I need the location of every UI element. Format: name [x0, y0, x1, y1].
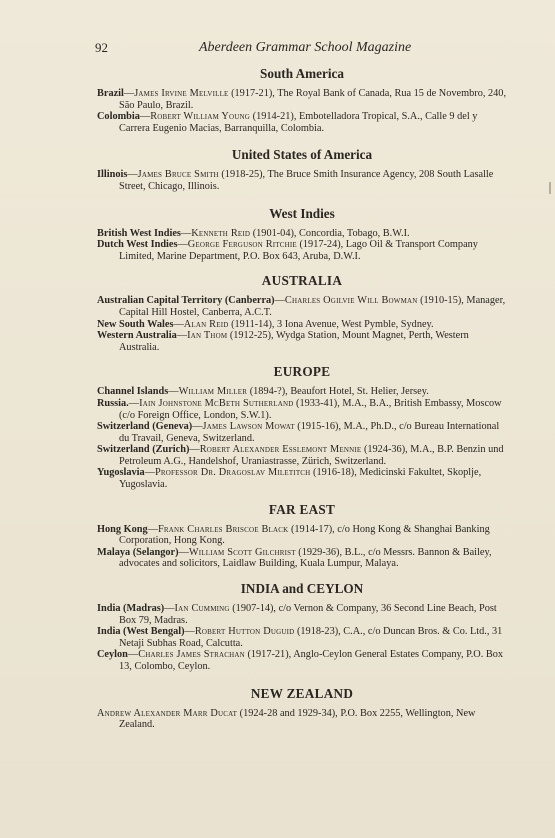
entry-details: (1910-15), Manager, Capital Hill Hostel, Canberra, A.C.T. [119, 295, 506, 318]
list-item: Switzerland (Zurich)—Robert Alexander Esslemont Mennie (1924-36), M.A., B.P. Benzin und Petroleum A.G., Handelshof, Uraniastrasse, Zürich, Switzerland. [97, 444, 504, 467]
entry-details: (1917-21), Anglo-Ceylon General Estates Company, P.O. Box 13, Colombo, Ceylon. [119, 649, 504, 672]
list-item: Western Australia—Ian Thom (1912-25), Wydga Station, Mount Magnet, Perth, Western Australia. [97, 330, 469, 353]
section-far-east [97, 502, 507, 570]
section-heading: NEW ZEALAND [250, 685, 354, 701]
entry-details: (1917-24), Lago Oil & Transport Company Limited, Marine Department, P.O. Box 643, Aruba, D.W.I. [119, 239, 478, 262]
entry-name: Charles Ogilvie Will Bowman [284, 295, 418, 307]
entry-details: (1933-41), M.A., B.A., British Embassy, Moscow (c/o Foreign Office, London, S.W.1). [119, 397, 502, 421]
entry-details: (1894-?), Beaufort Hotel, St. Helier, Jersey. [247, 386, 429, 398]
list-item: Australian Capital Territory (Canberra)—Charles Ogilvie Will Bowman (1910-15), Manager, Capital Hill Hostel, Canberra, A.C.T. [97, 295, 506, 318]
list-item: New South Wales—Alan Reid (1911-14), 3 Iona Avenue, West Pymble, Sydney. [97, 318, 434, 330]
page-number: 92 [95, 40, 108, 55]
entry-place: Yugoslavia [97, 467, 145, 479]
entry-details: (1915-16), M.A., Ph.D., c/o Bureau International du Travail, Geneva, Switzerland. [119, 421, 500, 444]
entry-name: Andrew Alexander Marr Ducat [97, 707, 238, 719]
entry-place: Switzerland (Zurich) [97, 444, 190, 456]
entry-place: India (Madras) [97, 603, 165, 615]
entry-details: (1907-14), c/o Vernon & Company, 36 Second Line Beach, Post Box 79, Madras. [119, 603, 497, 626]
section-south-america [97, 66, 507, 134]
section-usa [97, 147, 507, 192]
entry-place: Channel Islands [97, 386, 169, 398]
entry-name: William Scott Gilchrist [188, 546, 296, 558]
entry-place: Brazil [97, 88, 124, 99]
entry-details: (1901-04), Concordia, Tobago, B.W.I. [250, 227, 410, 239]
section-heading: United States of America [231, 147, 373, 163]
entry-name: Kenneth Reid [191, 227, 251, 239]
entry-details: (1924-28 and 1929-34), P.O. Box 2255, Wellington, New Zealand. [119, 707, 476, 731]
list-item: Russia.—Iain Johnstone McBeth Sutherland (1933-41), M.A., B.A., British Embassy, Moscow (c/o Foreign Office, London, S.W.1). [97, 397, 502, 421]
entry-details: (1918-23), C.A., c/o Duncan Bros. & Co. Ltd., 31 Netaji Subhas Road, Calcutta. [119, 626, 503, 649]
entry-place: Russia. [97, 397, 129, 409]
entry-place: Ceylon [97, 649, 128, 661]
list-item [97, 708, 507, 731]
entry-list [97, 228, 507, 263]
entry-name: George Ferguson Ritchie [187, 239, 297, 251]
entry-place: Illinois [97, 169, 128, 181]
list-item: Malaya (Selangor)—William Scott Gilchrist (1929-36), B.L., c/o Messrs. Bannon & Bailey, advocates and solicitors, Laidlaw Building, Kuala Lumpur, Malaya. [97, 546, 492, 570]
section-west-indies [97, 206, 507, 263]
entry-place: Colombia [97, 111, 140, 123]
entry-place: British West Indies [97, 227, 181, 239]
entry-details: (1914-21), Embotelladora Tropical, S.A., Calle 9 del y Carrera Eugenio Macias, Barranquilla, Colombia. [119, 111, 478, 134]
directory-body [97, 66, 507, 731]
entry-place: Australian Capital Territory (Canberra) [97, 295, 275, 307]
section-india-ceylon [97, 581, 507, 673]
page-header [95, 40, 505, 58]
section-europe [97, 364, 507, 490]
entry-list [97, 169, 507, 192]
entry-name: William Miller [178, 386, 248, 398]
entry-name: Iain Johnstone McBeth Sutherland [139, 397, 294, 409]
entry-place: India (West Bengal) [97, 626, 185, 638]
entry-place: Switzerland (Geneva) [97, 421, 193, 433]
entry-list [97, 386, 507, 490]
entry-name: Ian Cumming [174, 603, 230, 615]
list-item: India (Madras)—Ian Cumming (1907-14), c/o Vernon & Company, 36 Second Line Beach, Post Box 79, Madras. [97, 603, 497, 626]
section-heading: West Indies [269, 205, 335, 221]
list-item: Switzerland (Geneva)—James Lawson Mowat (1915-16), M.A., Ph.D., c/o Bureau International du Travail, Geneva, Switzerland. [97, 421, 500, 444]
entry-name: Frank Charles Briscoe Black [157, 523, 289, 535]
entry-name: Robert William Young [150, 111, 251, 123]
entry-place: Malaya (Selangor) [97, 546, 179, 558]
entry-details: (1924-36), M.A., B.P. Benzin und Petroleum A.G., Handelshof, Uraniastrasse, Zürich, Switzerland. [119, 444, 504, 467]
running-title: Aberdeen Grammar School Magazine [199, 40, 412, 55]
margin-mark [549, 182, 551, 194]
section-heading: South America [260, 66, 344, 81]
entry-list [97, 524, 507, 570]
entry-details: (1916-18), Medicinski Fakultet, Skoplje, Yugoslavia. [119, 467, 482, 491]
section-heading: AUSTRALIA [261, 273, 343, 289]
entry-name: Charles James Strachan [138, 649, 245, 661]
section-heading: EUROPE [273, 364, 331, 380]
entry-name: James Lawson Mowat [202, 421, 295, 433]
entry-place: Hong Kong [97, 523, 148, 535]
entry-details: (1911-14), 3 Iona Avenue, West Pymble, Sydney. [228, 318, 434, 330]
entry-list [97, 88, 507, 134]
list-item: Yugoslavia—Professor Dr. Dragoslav Miletitch (1916-18), Medicinski Fakultet, Skoplje, Yugoslavia. [97, 467, 482, 491]
list-item: Dutch West Indies—George Ferguson Ritchie (1917-24), Lago Oil & Transport Company Limited, Marine Department, P.O. Box 643, Aruba, D.W.I. [97, 239, 478, 262]
section-heading: FAR EAST [268, 501, 336, 517]
entry-details: (1917-21), The Royal Bank of Canada, Rua 15 de Novembro, 240, São Paulo, Brazil. [119, 88, 507, 111]
list-item: British West Indies—Kenneth Reid (1901-04), Concordia, Tobago, B.W.I. [97, 227, 410, 239]
list-item: Brazil—James Irvine Melville (1917-21), The Royal Bank of Canada, Rua 15 de Novembro, 240, São Paulo, Brazil. [97, 88, 507, 111]
list-item: Ceylon—Charles James Strachan (1917-21), Anglo-Ceylon General Estates Company, P.O. Box 13, Colombo, Ceylon. [97, 649, 504, 672]
list-item: Channel Islands—William Miller (1894-?), Beaufort Hotel, St. Helier, Jersey. [97, 386, 429, 398]
entry-name: Professor Dr. Dragoslav Miletitch [155, 467, 311, 479]
entry-list [97, 603, 507, 673]
entry-name: James Bruce Smith [137, 169, 219, 181]
list-item: Hong Kong—Frank Charles Briscoe Black (1914-17), c/o Hong Kong & Shanghai Banking Corporation, Hong Kong. [97, 523, 490, 547]
entry-name: Ian Thom [187, 330, 228, 342]
entry-place: Dutch West Indies [97, 239, 178, 251]
entry-place: Western Australia [97, 330, 177, 342]
entry-name: James Irvine Melville [134, 88, 229, 99]
entry-place: New South Wales [97, 318, 174, 330]
entry-details: (1914-17), c/o Hong Kong & Shanghai Banking Corporation, Hong Kong. [119, 523, 490, 547]
entry-name: Robert Hutton Duguid [194, 626, 295, 638]
entry-details: (1918-25), The Bruce Smith Insurance Agency, 208 South Lasalle Street, Chicago, Illinois. [119, 169, 494, 192]
list-item: India (West Bengal)—Robert Hutton Duguid (1918-23), C.A., c/o Duncan Bros. & Co. Ltd., 31 Netaji Subhas Road, Calcutta. [97, 626, 503, 649]
entry-details: (1912-25), Wydga Station, Mount Magnet, Perth, Western Australia. [119, 330, 469, 353]
entry-name: Robert Alexander Esslemont Mennie [199, 444, 362, 456]
section-new-zealand [97, 686, 507, 731]
section-australia [97, 273, 507, 353]
section-heading: INDIA and CEYLON [240, 581, 364, 597]
entry-details: (1929-36), B.L., c/o Messrs. Bannon & Bailey, advocates and solicitors, Laidlaw Building, Kuala Lumpur, Malaya. [119, 546, 492, 570]
entry-list [97, 295, 507, 353]
entry-name: Alan Reid [183, 318, 229, 330]
list-item: Illinois—James Bruce Smith (1918-25), The Bruce Smith Insurance Agency, 208 South Lasalle Street, Chicago, Illinois. [97, 169, 494, 192]
entry-list [97, 708, 507, 731]
list-item: Colombia—Robert William Young (1914-21), Embotelladora Tropical, S.A., Calle 9 del y Carrera Eugenio Macias, Barranquilla, Colombia. [97, 111, 478, 134]
